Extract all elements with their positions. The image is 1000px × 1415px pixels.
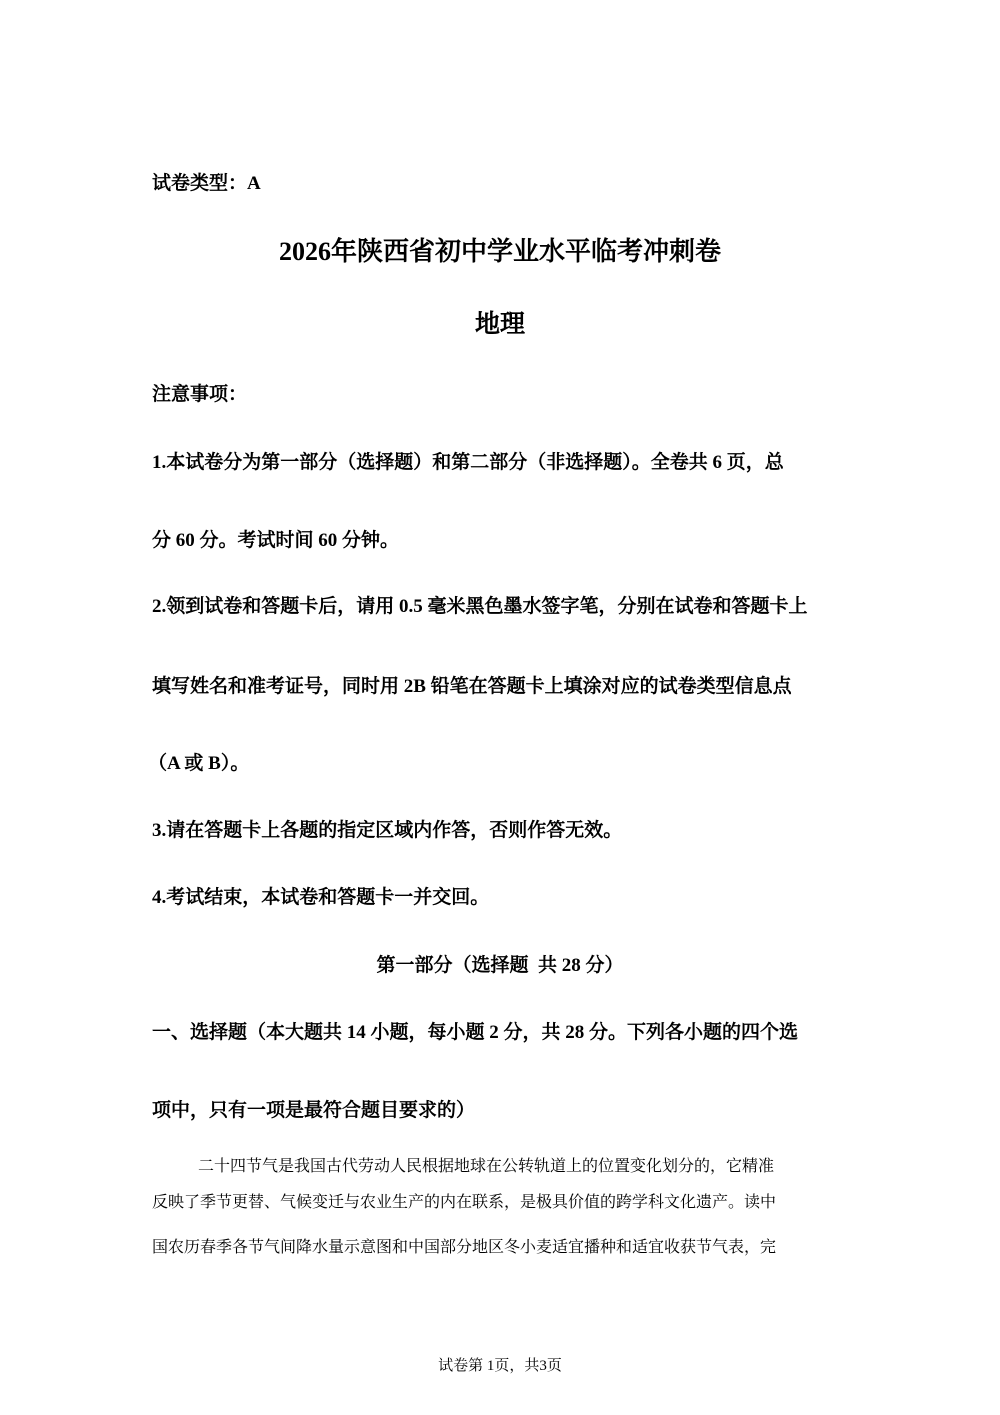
part-one-heading: 第一部分（选择题 共 28 分） — [376, 955, 624, 976]
subject-title: 地理 — [474, 311, 525, 338]
note-line-5: （A 或 B）。 — [148, 753, 250, 774]
note-line-3: 2.领到试卷和答题卡后，请用 0.5 毫米黑色墨水签字笔，分别在试卷和答题卡上 — [152, 596, 808, 617]
exam-title: 2026年陕西省初中学业水平临考冲刺卷 — [278, 237, 721, 266]
note-line-7: 4.考试结束，本试卷和答题卡一并交回。 — [152, 887, 490, 908]
section-heading-line-1: 一、选择题（本大题共 14 小题，每小题 2 分，共 28 分。下列各小题的四个选 — [152, 1022, 799, 1043]
page-footer: 试卷第 1页，共3页 — [438, 1358, 562, 1374]
section-heading-line-2: 项中，只有一项是最符合题目要求的） — [152, 1100, 476, 1121]
notes-heading: 注意事项： — [152, 384, 248, 405]
note-line-4: 填写姓名和准考证号，同时用 2B 铅笔在答题卡上填涂对应的试卷类型信息点 — [152, 676, 792, 697]
note-line-6: 3.请在答题卡上各题的指定区域内作答，否则作答无效。 — [152, 820, 623, 841]
passage-line-3: 国农历春季各节气间降水量示意图和中国部分地区冬小麦适宜播种和适宜收获节气表，完 — [152, 1237, 777, 1256]
paper-type-label: 试卷类型：A — [152, 173, 261, 194]
note-line-2: 分 60 分。考试时间 60 分钟。 — [152, 530, 400, 551]
note-line-1: 1.本试卷分为第一部分（选择题）和第二部分（非选择题）。全卷共 6 页，总 — [152, 452, 784, 473]
passage-line-2: 反映了季节更替、气候变迁与农业生产的内在联系，是极具价值的跨学科文化遗产。读中 — [152, 1192, 777, 1211]
passage-line-1: 二十四节气是我国古代劳动人民根据地球在公转轨道上的位置变化划分的，它精准 — [198, 1156, 775, 1175]
